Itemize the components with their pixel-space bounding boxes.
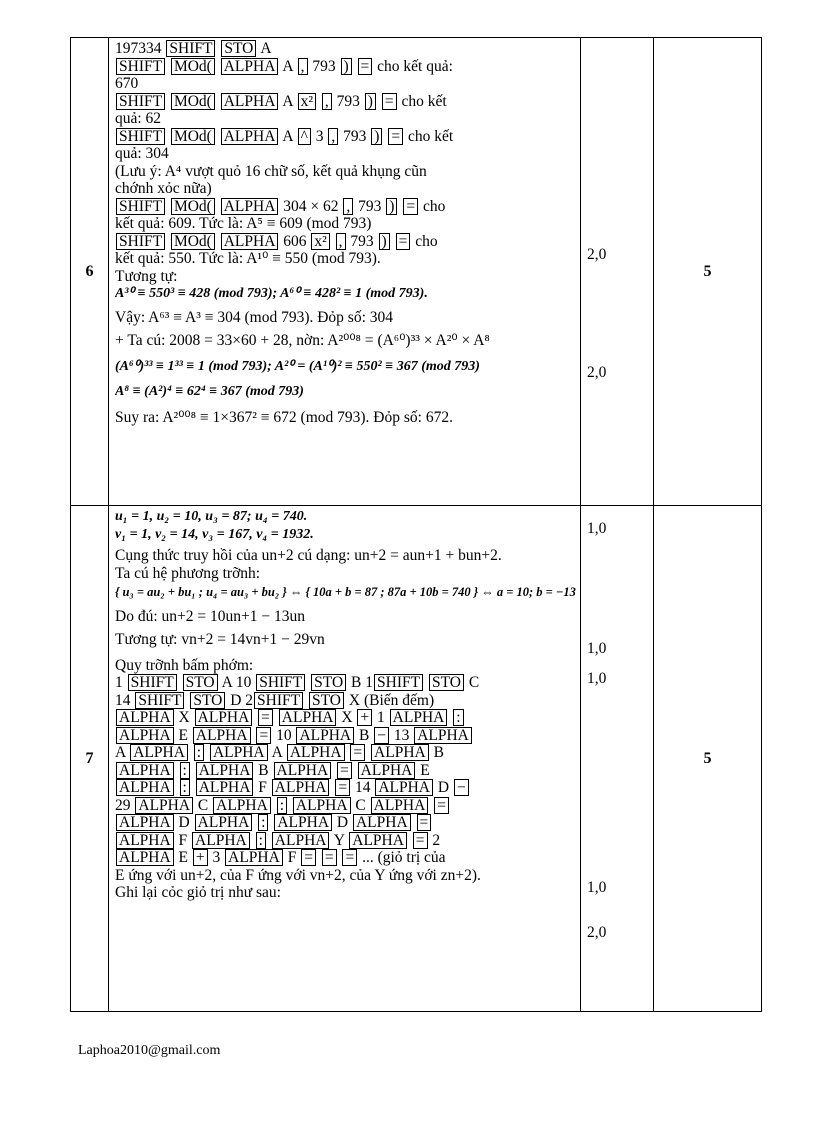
calculator-key: = bbox=[337, 762, 352, 779]
calculator-key: ALPHA bbox=[116, 709, 174, 726]
calculator-key: ALPHA bbox=[293, 797, 351, 814]
solution-line: 1 SHIFT STO A 10 SHIFT STO B 1 SHIFT STO C bbox=[115, 674, 480, 691]
calculator-key: MOd( bbox=[171, 93, 215, 110]
solution-line: Do đú: un+2 = 10un+1 − 13un bbox=[115, 607, 305, 625]
calculator-key: , bbox=[336, 233, 346, 250]
points-value: 2,0 bbox=[586, 364, 607, 381]
solution-line: 14 SHIFT STO D 2 SHIFT STO X (Biến đếm) bbox=[115, 691, 435, 709]
calculator-key: SHIFT bbox=[374, 674, 423, 691]
calculator-key: ALPHA bbox=[116, 832, 174, 849]
calculator-key: ALPHA bbox=[414, 727, 472, 744]
calculator-key: ALPHA bbox=[274, 814, 332, 831]
solution-line: 197334 SHIFT STO A bbox=[115, 40, 272, 57]
solution-line: ALPHA : ALPHA B ALPHA = ALPHA E bbox=[115, 762, 576, 780]
solution-line: SHIFT MOd( ALPHA A , 793 ) = cho kết quả: bbox=[115, 58, 576, 76]
calculator-key: ALPHA bbox=[274, 762, 332, 779]
calculator-key: = bbox=[342, 849, 357, 866]
calculator-key: ALPHA bbox=[116, 814, 174, 831]
solution-line: E ứng với un+2, của F ứng với vn+2, của Y ứng với zn+2). bbox=[115, 866, 481, 884]
calculator-key: : bbox=[256, 832, 266, 849]
table-row-7 bbox=[71, 506, 762, 1012]
calculator-key: SHIFT bbox=[254, 692, 303, 709]
calculator-key: − bbox=[374, 727, 389, 744]
calculator-key: ) bbox=[365, 93, 376, 110]
solution-content bbox=[109, 38, 581, 506]
points-column bbox=[580, 506, 653, 1012]
calculator-key: = bbox=[417, 814, 432, 831]
calculator-key: : bbox=[258, 814, 268, 831]
calculator-key: x² bbox=[311, 233, 329, 250]
solution-line: kết quả: 550. Tức là: A¹⁰ ≡ 550 (mod 793). bbox=[115, 250, 381, 267]
points-value: 2,0 bbox=[586, 924, 607, 941]
calculator-key: = bbox=[335, 779, 350, 796]
calculator-key: ALPHA bbox=[221, 128, 279, 145]
solution-line: kết quả: 609. Tức là: A⁵ ≡ 609 (mod 793) bbox=[115, 215, 372, 232]
solution-line: 670 bbox=[115, 75, 139, 92]
points-value: 1,0 bbox=[586, 670, 607, 687]
math-line: A³⁰ ≡ 550³ ≡ 428 (mod 793); A⁶⁰ ≡ 428² ≡ 1 (mod 793). bbox=[115, 286, 428, 301]
calculator-key: SHIFT bbox=[116, 128, 165, 145]
calculator-key: = bbox=[301, 849, 316, 866]
calculator-key: ALPHA bbox=[279, 709, 337, 726]
calculator-key: SHIFT bbox=[166, 40, 215, 57]
calculator-key: = bbox=[403, 198, 418, 215]
solution-line: Quy trỡnh bấm phớm: bbox=[115, 656, 254, 674]
solution-line: ALPHA E ALPHA = 10 ALPHA B − 13 ALPHA bbox=[115, 727, 576, 745]
calculator-key: ALPHA bbox=[390, 709, 448, 726]
solution-line: Vậy: A⁶³ ≡ A³ ≡ 304 (mod 793). Đỏp số: 304 bbox=[115, 308, 394, 326]
points-value: 1,0 bbox=[586, 640, 607, 657]
calculator-key: STO bbox=[183, 674, 218, 691]
math-line: { u₃ = au₂ + bu₁ ; u₄ = au₃ + bu₂ } ⇔ { 10a + b = 87 ; 87a + 10b = 740 } ⇔ a = 10; b = −13 bbox=[115, 585, 576, 599]
calculator-key: ) bbox=[379, 233, 390, 250]
solution-line: chớnh xỏc nữa) bbox=[115, 180, 212, 197]
solution-line: SHIFT MOd( ALPHA A x² , 793 ) = cho kết bbox=[115, 93, 576, 111]
calculator-key: = bbox=[434, 797, 449, 814]
points-value: 1,0 bbox=[586, 879, 607, 896]
calculator-key: ) bbox=[386, 198, 397, 215]
calculator-key: = bbox=[388, 128, 403, 145]
calculator-key: SHIFT bbox=[128, 674, 177, 691]
calculator-key: , bbox=[343, 198, 353, 215]
solution-line: ALPHA D ALPHA : ALPHA D ALPHA = bbox=[115, 814, 576, 832]
calculator-key: SHIFT bbox=[256, 674, 305, 691]
calculator-key: = bbox=[396, 233, 411, 250]
calculator-key: ALPHA bbox=[116, 849, 174, 866]
solution-line: quả: 304 bbox=[115, 145, 169, 162]
calculator-key: ALPHA bbox=[272, 832, 330, 849]
calculator-key: STO bbox=[221, 40, 256, 57]
calculator-key: ALPHA bbox=[213, 797, 271, 814]
footer-email: Laphoa2010@gmail.com bbox=[78, 1043, 221, 1058]
calculator-key: + bbox=[357, 709, 372, 726]
table-row-6 bbox=[71, 38, 762, 506]
calculator-key: , bbox=[328, 128, 338, 145]
calculator-key: ALPHA bbox=[272, 779, 330, 796]
solution-content bbox=[109, 506, 581, 1012]
calculator-key: = bbox=[256, 727, 271, 744]
calculator-key: ALPHA bbox=[225, 849, 283, 866]
solution-line: Tương tự: bbox=[115, 267, 178, 285]
calculator-key: SHIFT bbox=[116, 198, 165, 215]
calculator-key: ALPHA bbox=[116, 762, 174, 779]
calculator-key: ALPHA bbox=[221, 58, 279, 75]
calculator-key: ALPHA bbox=[195, 814, 253, 831]
solution-line: Suy ra: A²⁰⁰⁸ ≡ 1×367² ≡ 672 (mod 793). Đỏp số: 672. bbox=[115, 408, 453, 426]
points-value: 1,0 bbox=[586, 520, 607, 537]
math-line: A⁸ ≡ (A²)⁴ ≡ 62⁴ ≡ 367 (mod 793) bbox=[115, 384, 304, 399]
calculator-key: MOd( bbox=[171, 198, 215, 215]
calculator-key: ALPHA bbox=[353, 814, 411, 831]
solution-line: ALPHA E + 3 ALPHA F = = = ... (giỏ trị của bbox=[115, 849, 576, 867]
solution-line: ALPHA : ALPHA F ALPHA = 14 ALPHA D − bbox=[115, 779, 576, 797]
calculator-key: = bbox=[258, 709, 273, 726]
calculator-key: STO bbox=[429, 674, 464, 691]
calculator-key: = bbox=[350, 744, 365, 761]
calculator-key: : bbox=[180, 762, 190, 779]
solution-line: Ghi lại cỏc giỏ trị như sau: bbox=[115, 884, 281, 901]
calculator-key: ALPHA bbox=[221, 93, 279, 110]
math-line: u₁ = 1, u₂ = 10, u₃ = 87; u₄ = 740. bbox=[115, 509, 308, 524]
calculator-key: , bbox=[298, 58, 308, 75]
calculator-key: ALPHA bbox=[130, 744, 188, 761]
calculator-key: ALPHA bbox=[296, 727, 354, 744]
calculator-key: ) bbox=[341, 58, 352, 75]
calculator-key: ALPHA bbox=[371, 797, 429, 814]
calculator-key: ALPHA bbox=[196, 762, 254, 779]
calculator-key: , bbox=[322, 93, 332, 110]
solution-line: quả: 62 bbox=[115, 110, 162, 127]
calculator-key: : bbox=[180, 779, 190, 796]
calculator-key: SHIFT bbox=[116, 58, 165, 75]
solution-line: Ta cú hệ phương trỡnh: bbox=[115, 564, 261, 582]
calculator-key: − bbox=[454, 779, 469, 796]
solution-line: Tương tự: vn+2 = 14vn+1 − 29vn bbox=[115, 631, 325, 648]
calculator-key: + bbox=[193, 849, 208, 866]
calculator-key: ALPHA bbox=[116, 727, 174, 744]
solution-line: A ALPHA : ALPHA A ALPHA = ALPHA B bbox=[115, 744, 444, 761]
solution-line: 29 ALPHA C ALPHA : ALPHA C ALPHA = bbox=[115, 797, 576, 815]
calculator-key: ^ bbox=[298, 128, 311, 145]
problem-number: 6 bbox=[71, 38, 109, 506]
calculator-key: ALPHA bbox=[358, 762, 416, 779]
calculator-key: SHIFT bbox=[116, 93, 165, 110]
calculator-key: ALPHA bbox=[349, 832, 407, 849]
calculator-key: = bbox=[358, 58, 373, 75]
calculator-key: ALPHA bbox=[375, 779, 433, 796]
calculator-key: STO bbox=[190, 692, 225, 709]
points-column bbox=[580, 38, 653, 506]
calculator-key: SHIFT bbox=[135, 692, 184, 709]
calculator-key: : bbox=[277, 797, 287, 814]
solution-line: SHIFT MOd( ALPHA A ^ 3 , 793 ) = cho kết bbox=[115, 128, 576, 146]
calculator-key: ALPHA bbox=[193, 727, 251, 744]
points-value: 2,0 bbox=[586, 246, 607, 263]
problem-number: 7 bbox=[71, 506, 109, 1012]
solution-line: + Ta cú: 2008 = 33×60 + 28, nờn: A²⁰⁰⁸ = (A⁶⁰)³³ × A²⁰ × A⁸ bbox=[115, 332, 490, 349]
total-points: 5 bbox=[653, 506, 761, 1012]
calculator-key: ALPHA bbox=[116, 779, 174, 796]
calculator-key: STO bbox=[309, 692, 344, 709]
solution-table bbox=[70, 37, 762, 1012]
calculator-key: STO bbox=[311, 674, 346, 691]
solution-line: SHIFT MOd( ALPHA 304 × 62 , 793 ) = cho bbox=[115, 198, 576, 216]
calculator-key: MOd( bbox=[171, 58, 215, 75]
calculator-key: ALPHA bbox=[221, 198, 279, 215]
calculator-key: MOd( bbox=[171, 233, 215, 250]
total-points: 5 bbox=[653, 38, 761, 506]
math-line: (A⁶⁰)³³ ≡ 1³³ ≡ 1 (mod 793); A²⁰ = (A¹⁰)² ≡ 550² ≡ 367 (mod 793) bbox=[115, 358, 480, 374]
calculator-key: : bbox=[453, 709, 463, 726]
calculator-key: ALPHA bbox=[195, 709, 253, 726]
calculator-key: SHIFT bbox=[116, 233, 165, 250]
solution-line: Cụng thức truy hồi của un+2 cú dạng: un+2 = aun+1 + bun+2. bbox=[115, 547, 502, 564]
calculator-key: = bbox=[382, 93, 397, 110]
calculator-key: ALPHA bbox=[196, 779, 254, 796]
calculator-key: ALPHA bbox=[135, 797, 193, 814]
solution-line: SHIFT MOd( ALPHA 606 x² , 793 ) = cho bbox=[115, 233, 576, 251]
solution-line: ALPHA X ALPHA = ALPHA X + 1 ALPHA : bbox=[115, 709, 576, 727]
calculator-key: ) bbox=[371, 128, 382, 145]
math-line: v₁ = 1, v₂ = 14, v₃ = 167, v₄ = 1932. bbox=[115, 526, 314, 542]
calculator-key: MOd( bbox=[171, 128, 215, 145]
calculator-key: ALPHA bbox=[192, 832, 250, 849]
calculator-key: = bbox=[413, 832, 428, 849]
calculator-key: = bbox=[322, 849, 337, 866]
calculator-key: ALPHA bbox=[210, 744, 268, 761]
calculator-key: ALPHA bbox=[371, 744, 429, 761]
calculator-key: x² bbox=[298, 93, 316, 110]
solution-line: (Lưu ý: A⁴ vượt quỏ 16 chữ số, kết quả khụng cũn bbox=[115, 162, 427, 180]
calculator-key: : bbox=[194, 744, 204, 761]
calculator-key: ALPHA bbox=[221, 233, 279, 250]
solution-line: ALPHA F ALPHA : ALPHA Y ALPHA = 2 bbox=[115, 832, 576, 850]
calculator-key: ALPHA bbox=[287, 744, 345, 761]
